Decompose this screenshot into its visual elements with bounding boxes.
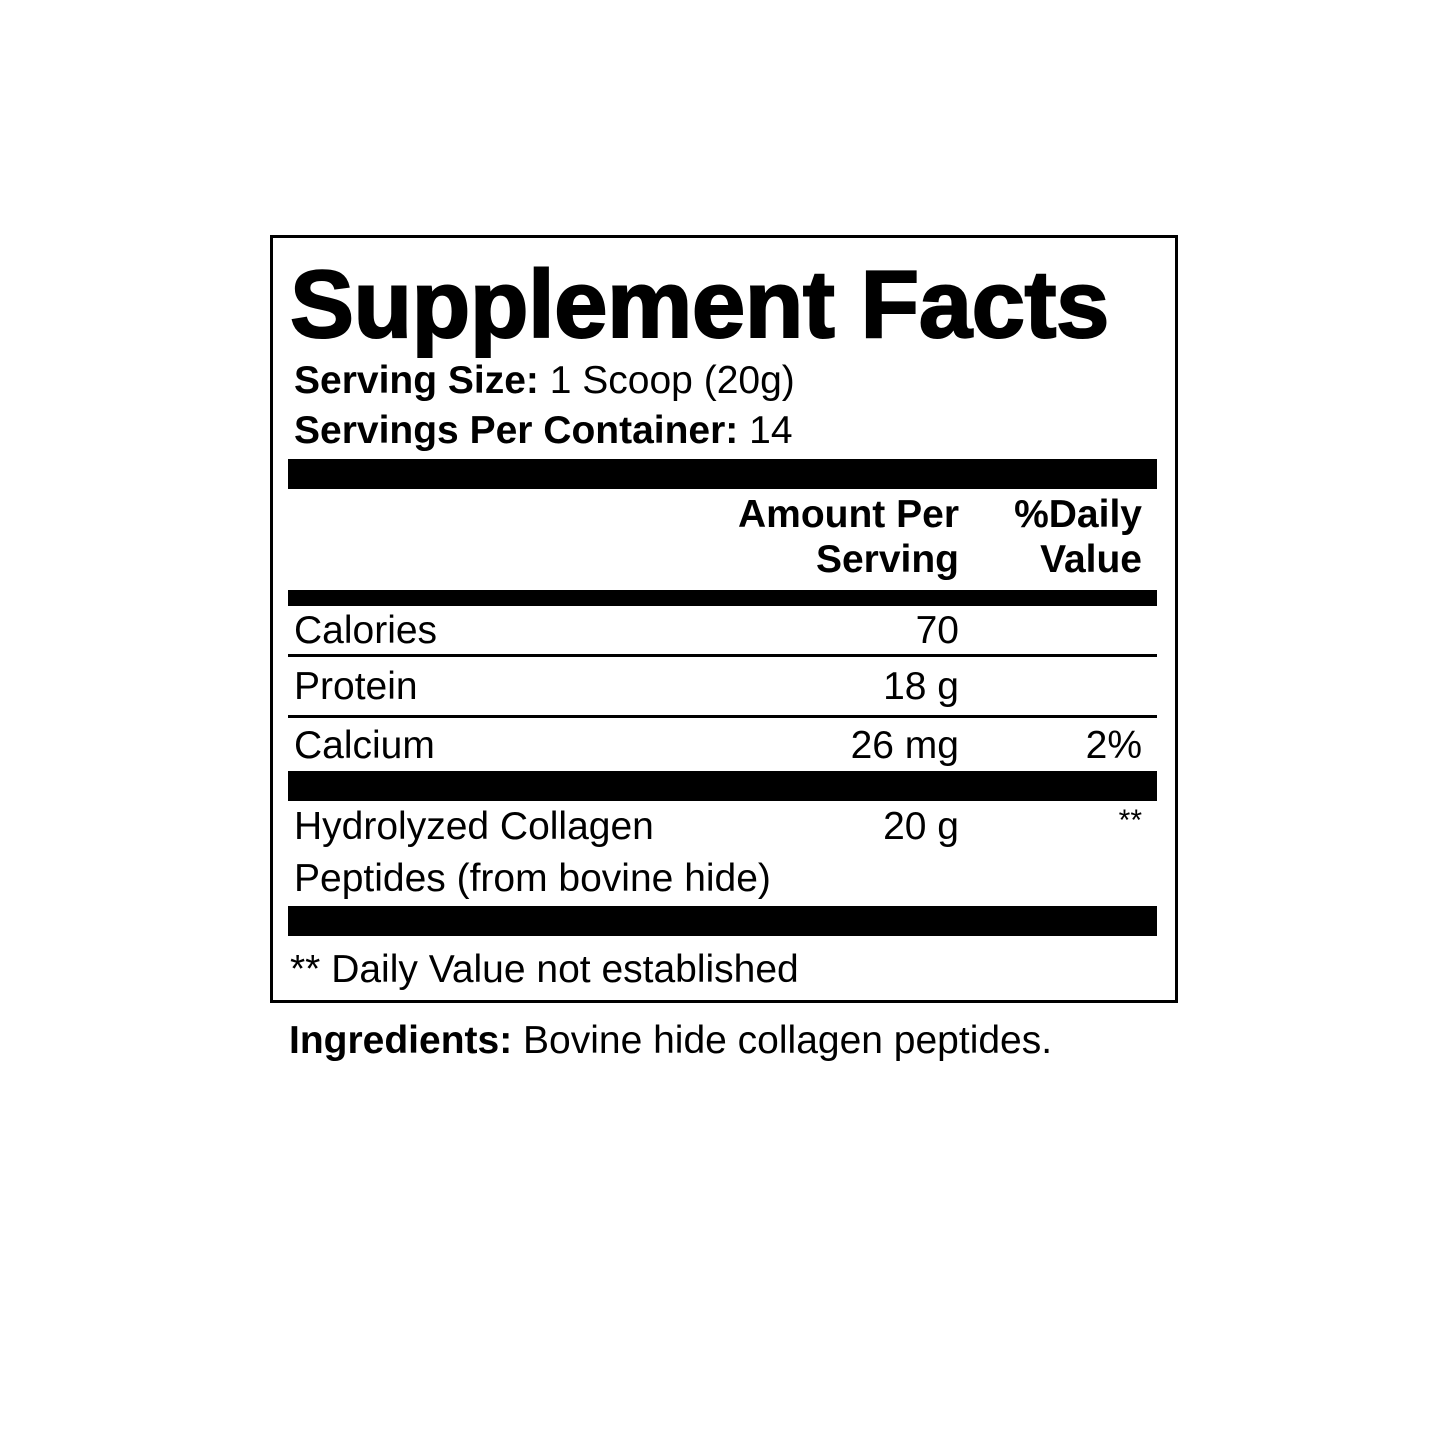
thick-divider (288, 771, 1157, 801)
nutrient-name-calories: Calories (294, 609, 438, 652)
serving-size-value: 1 Scoop (20g) (549, 359, 795, 402)
amount-per-serving-header (738, 492, 959, 582)
nutrient-amount-collagen: 20 g (883, 805, 959, 848)
nutrient-dv-calcium: 2% (1085, 724, 1142, 767)
dv-header-line2: Value (1040, 538, 1142, 581)
nutrient-amount-protein: 18 g (883, 665, 959, 708)
thin-divider (288, 654, 1157, 657)
servings-per-container (294, 408, 793, 454)
medium-divider (288, 590, 1157, 606)
serving-size (294, 358, 795, 404)
daily-value-footnote: ** Daily Value not established (290, 948, 799, 991)
serving-size-label: Serving Size: (294, 359, 539, 402)
panel-title: Supplement Facts (290, 251, 1109, 358)
daily-value-header (1014, 492, 1142, 582)
nutrient-amount-calories: 70 (915, 609, 959, 652)
nutrient-name-collagen (294, 801, 894, 905)
servings-per-container-label: Servings Per Container: (294, 409, 739, 452)
thick-divider (288, 459, 1157, 489)
collagen-name-line1: Hydrolyzed Collagen (294, 805, 654, 848)
amount-header-line1: Amount Per (737, 493, 959, 536)
amount-header-line2: Serving (815, 538, 959, 581)
supplement-facts-inner (288, 238, 1157, 1000)
nutrient-name-calcium: Calcium (294, 724, 435, 767)
supplement-facts-panel (270, 235, 1178, 1003)
ingredients-label: Ingredients: (289, 1019, 513, 1062)
thick-divider (288, 906, 1157, 936)
thin-divider (288, 715, 1157, 718)
nutrient-amount-calcium: 26 mg (850, 724, 959, 767)
ingredients-statement (289, 1015, 1052, 1067)
collagen-name-line2: Peptides (from bovine hide) (294, 857, 771, 900)
nutrient-dv-collagen: ** (1118, 804, 1142, 837)
dv-header-line1: %Daily (1014, 493, 1142, 536)
nutrient-name-protein: Protein (294, 665, 418, 708)
ingredients-text: Bovine hide collagen peptides. (523, 1019, 1053, 1062)
servings-per-container-value: 14 (749, 409, 793, 452)
